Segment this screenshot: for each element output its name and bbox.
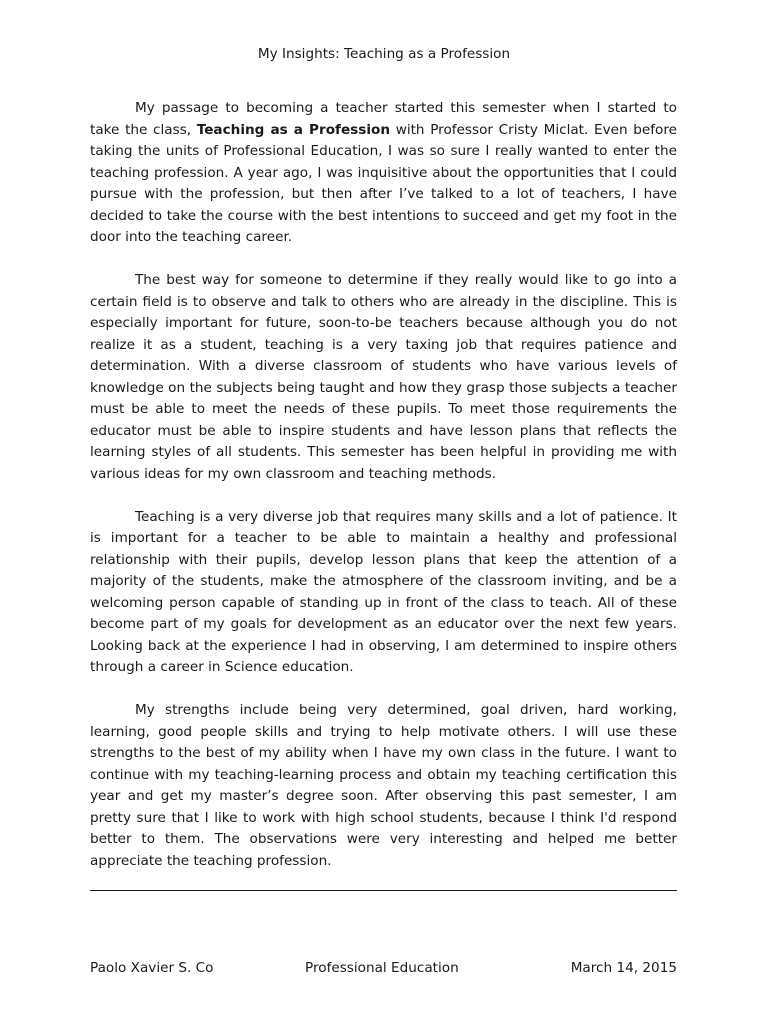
footer-subject: Professional Education [305, 960, 459, 976]
document-title: My Insights: Teaching as a Profession [257, 46, 511, 62]
footer-author: Paolo Xavier S. Co [90, 960, 214, 976]
paragraph-4: My strengths include being very determined, goal driven, hard working, learning, good people skills and trying to help motivate others. I will use these strengths to the best of my ability when I have my own class in the future. I want to continue with my teaching-learning process and obtain my teaching certification this year and get my master’s degree soon. After observing this past semester, I am pretty sure that I like to work with high school students, because I think I'd respond better to them. The observations were very interesting and helped me better appreciate the teaching profession. [90, 702, 677, 869]
footer-date: March 14, 2015 [570, 960, 677, 976]
document-body [90, 98, 677, 894]
footer-divider [90, 890, 677, 891]
paragraph-2: The best way for someone to determine if they really would like to go into a certain field is to observe and talk to others who are already in the discipline. This is especially important for future, soon-to-be teachers because although you do not realize it as a student, teaching is a very taxing job that requires patience and determination. With a diverse classroom of students who have various levels of knowledge on the subjects being taught and how they grasp those subjects a teacher must be able to meet the needs of these pupils. To meet those requirements the educator must be able to inspire students and have lesson plans that reflects the learning styles of all students. This semester has been helpful in providing me with various ideas for my own classroom and teaching methods. [90, 272, 677, 482]
course-name: Teaching as a Profession [196, 121, 391, 138]
paragraph-3: Teaching is a very diverse job that requires many skills and a lot of patience. It is important for a teacher to be able to maintain a healthy and professional relationship with their pupils, develop lesson plans that keep the attention of a majority of the students, make the atmosphere of the classroom inviting, and be a welcoming person capable of standing up in front of the class to teach. All of these become part of my goals for development as an educator over the next few years. Looking back at the experience I had in observing, I am determined to inspire others through a career in Science education. [90, 508, 677, 675]
paragraph-1-intro: My passage to becoming a teacher started this semester when I started to take the class, [90, 100, 677, 138]
footer [90, 959, 677, 977]
paragraph-1-rest: with Professor Cristy Miclat. Even before taking the units of Professional Education, I was so sure I really wanted to enter the teaching profession. A year ago, I was inquisitive about the opportunities that I could pursue with the profession, but then after I’ve talked to a lot of teachers, I have decided to take the course with the best intentions to succeed and get my foot in the door into the teaching career. [90, 121, 678, 245]
paragraph-1 [90, 98, 677, 249]
